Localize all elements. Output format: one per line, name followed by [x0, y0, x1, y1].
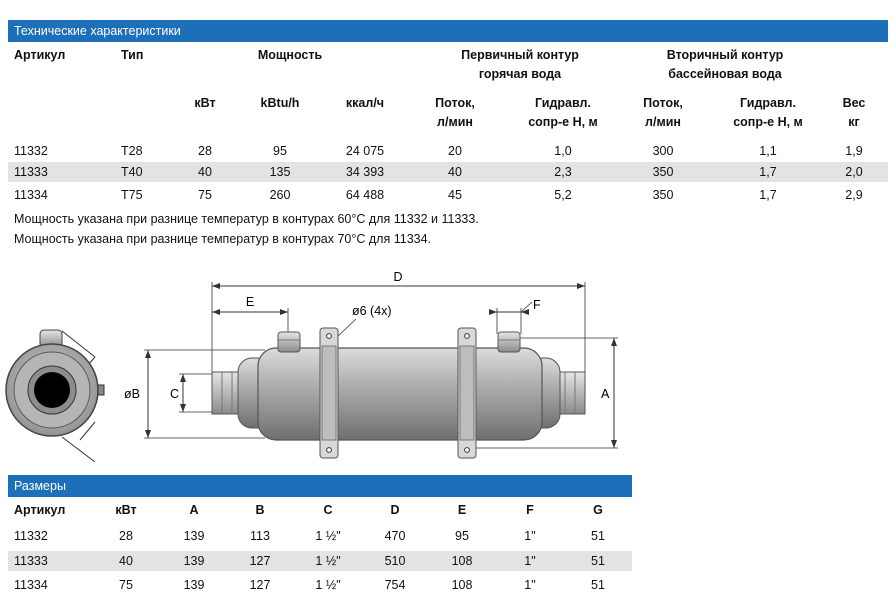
dims-cell-d: 470	[384, 529, 406, 543]
dims-cell-e: 108	[451, 554, 473, 568]
dims-cell-c: 1 ½"	[315, 578, 341, 592]
dims-cell-a: 139	[183, 554, 205, 568]
dims-header-b: B	[255, 503, 265, 517]
spec-cell-hyd1: 2,3	[554, 165, 572, 179]
spec-header-flow2-l2: л/мин	[645, 115, 681, 129]
dimension-c	[170, 374, 212, 412]
dims-cell-f: 1"	[524, 529, 536, 543]
dims-header-d: D	[390, 503, 400, 517]
dims-section-header	[8, 475, 632, 497]
spec-header-secondary-l1: Вторичный контур	[666, 48, 784, 62]
spec-header-hyd2-l2: сопр-е Н, м	[733, 115, 803, 129]
spec-header-flow1-l1: Поток,	[435, 96, 475, 110]
dims-cell-a: 139	[183, 529, 205, 543]
spec-cell-hyd2: 1,7	[759, 188, 777, 202]
hole-callout	[336, 304, 392, 338]
spec-cell-kw: 28	[198, 144, 212, 158]
dims-cell-c: 1 ½"	[315, 529, 341, 543]
dims-cell-c: 1 ½"	[315, 554, 341, 568]
dims-section-title: Размеры	[14, 479, 66, 493]
dims-cell-article: 11332	[14, 529, 48, 543]
spec-cell-article: 11332	[14, 144, 48, 158]
dims-cell-f: 1"	[524, 578, 536, 592]
spec-cell-kbtu: 95	[273, 144, 287, 158]
spec-cell-hyd1: 5,2	[554, 188, 572, 202]
spec-header-hyd2-l1: Гидравл.	[740, 96, 796, 110]
dims-cell-kw: 75	[119, 578, 133, 592]
dims-cell-f: 1"	[524, 554, 536, 568]
spec-cell-weight: 2,9	[845, 188, 863, 202]
dims-cell-e: 108	[451, 578, 473, 592]
spec-cell-hyd1: 1,0	[554, 144, 572, 158]
dims-header-a: A	[189, 503, 199, 517]
spec-cell-kcal: 24 075	[345, 144, 385, 158]
spec-header-secondary-l2: бассейновая вода	[668, 67, 782, 81]
spec-header-primary-l2: горячая вода	[478, 67, 562, 81]
spec-cell-type: T28	[121, 144, 143, 158]
dims-header-kw: кВт	[115, 503, 137, 517]
dims-cell-b: 127	[249, 578, 271, 592]
dims-cell-kw: 28	[119, 529, 133, 543]
spec-cell-article: 11333	[14, 165, 48, 179]
dimension-f	[489, 298, 541, 334]
dims-cell-article: 11333	[14, 554, 48, 568]
port-left	[278, 332, 300, 352]
spec-cell-hyd2: 1,7	[759, 165, 777, 179]
dims-header-g: G	[593, 503, 603, 517]
dims-cell-b: 113	[250, 529, 270, 543]
spec-header-article: Артикул	[14, 48, 66, 62]
spec-cell-flow2: 300	[652, 144, 674, 158]
spec-cell-type: T40	[121, 165, 143, 179]
spec-header-kbtu: kBtu/h	[260, 96, 300, 110]
power-note: Мощность указана при разнице температур в контурах 70°C для 11334.	[14, 232, 432, 246]
label-f: F	[533, 298, 541, 312]
spec-header-primary-l1: Первичный контур	[461, 48, 579, 62]
label-a: A	[601, 387, 610, 401]
dims-cell-d: 754	[384, 578, 406, 592]
spec-header-hyd1-l2: сопр-е Н, м	[528, 115, 598, 129]
label-d: D	[393, 270, 403, 284]
exchanger-body	[238, 348, 560, 440]
power-note: Мощность указана при разнице температур в контурах 60°C для 11332 и 11333.	[14, 212, 479, 226]
spec-header-kw: кВт	[194, 96, 216, 110]
spec-header-hyd1-l1: Гидравл.	[535, 96, 591, 110]
spec-header-weight-l2: кг	[848, 115, 860, 129]
dims-cell-g: 51	[591, 529, 605, 543]
label-c: C	[170, 387, 180, 401]
spec-header-weight-l1: Вес	[842, 96, 866, 110]
dimension-e	[212, 295, 288, 332]
spec-cell-type: T75	[121, 188, 143, 202]
label-b: øB	[124, 387, 140, 401]
spec-cell-article: 11334	[14, 188, 48, 202]
spec-section-header	[8, 20, 888, 42]
dims-cell-a: 139	[183, 578, 205, 592]
spec-header-flow1-l2: л/мин	[437, 115, 473, 129]
dims-cell-g: 51	[591, 554, 605, 568]
dims-header-c: C	[323, 503, 333, 517]
spec-cell-flow2: 350	[652, 165, 674, 179]
spec-cell-kw: 75	[198, 188, 212, 202]
spec-cell-kbtu: 260	[269, 188, 291, 202]
dims-cell-article: 11334	[14, 578, 48, 592]
spec-header-type: Тип	[121, 48, 144, 62]
spec-cell-flow1: 45	[448, 188, 462, 202]
spec-cell-weight: 2,0	[845, 165, 863, 179]
spec-cell-kw: 40	[198, 165, 212, 179]
port-right	[498, 332, 520, 352]
spec-cell-hyd2: 1,1	[759, 144, 777, 158]
label-hole: ø6 (4x)	[352, 304, 392, 318]
dims-cell-d: 510	[384, 554, 406, 568]
spec-cell-kcal: 34 393	[345, 165, 385, 179]
dims-cell-e: 95	[455, 529, 469, 543]
spec-cell-kcal: 64 488	[345, 188, 385, 202]
spec-header-kcal: ккал/ч	[345, 96, 385, 110]
spec-cell-flow1: 40	[448, 165, 462, 179]
spec-cell-flow2: 350	[652, 188, 674, 202]
end-view	[6, 330, 104, 462]
dims-cell-kw: 40	[119, 554, 133, 568]
label-e: E	[245, 295, 255, 309]
dims-header-article: Артикул	[14, 503, 66, 517]
clamp-left	[320, 328, 338, 458]
dims-header-e: E	[457, 503, 467, 517]
spec-cell-kbtu: 135	[269, 165, 291, 179]
spec-cell-flow1: 20	[448, 144, 462, 158]
dims-header-f: F	[526, 503, 534, 517]
dims-cell-b: 127	[249, 554, 271, 568]
spec-section-title: Технические характеристики	[14, 24, 181, 38]
spec-header-power: Мощность	[257, 48, 323, 62]
clamp-right	[458, 328, 476, 458]
spec-cell-weight: 1,9	[845, 144, 863, 158]
heat-exchanger-drawing	[0, 262, 896, 462]
spec-header-flow2-l1: Поток,	[643, 96, 683, 110]
dims-cell-g: 51	[591, 578, 605, 592]
